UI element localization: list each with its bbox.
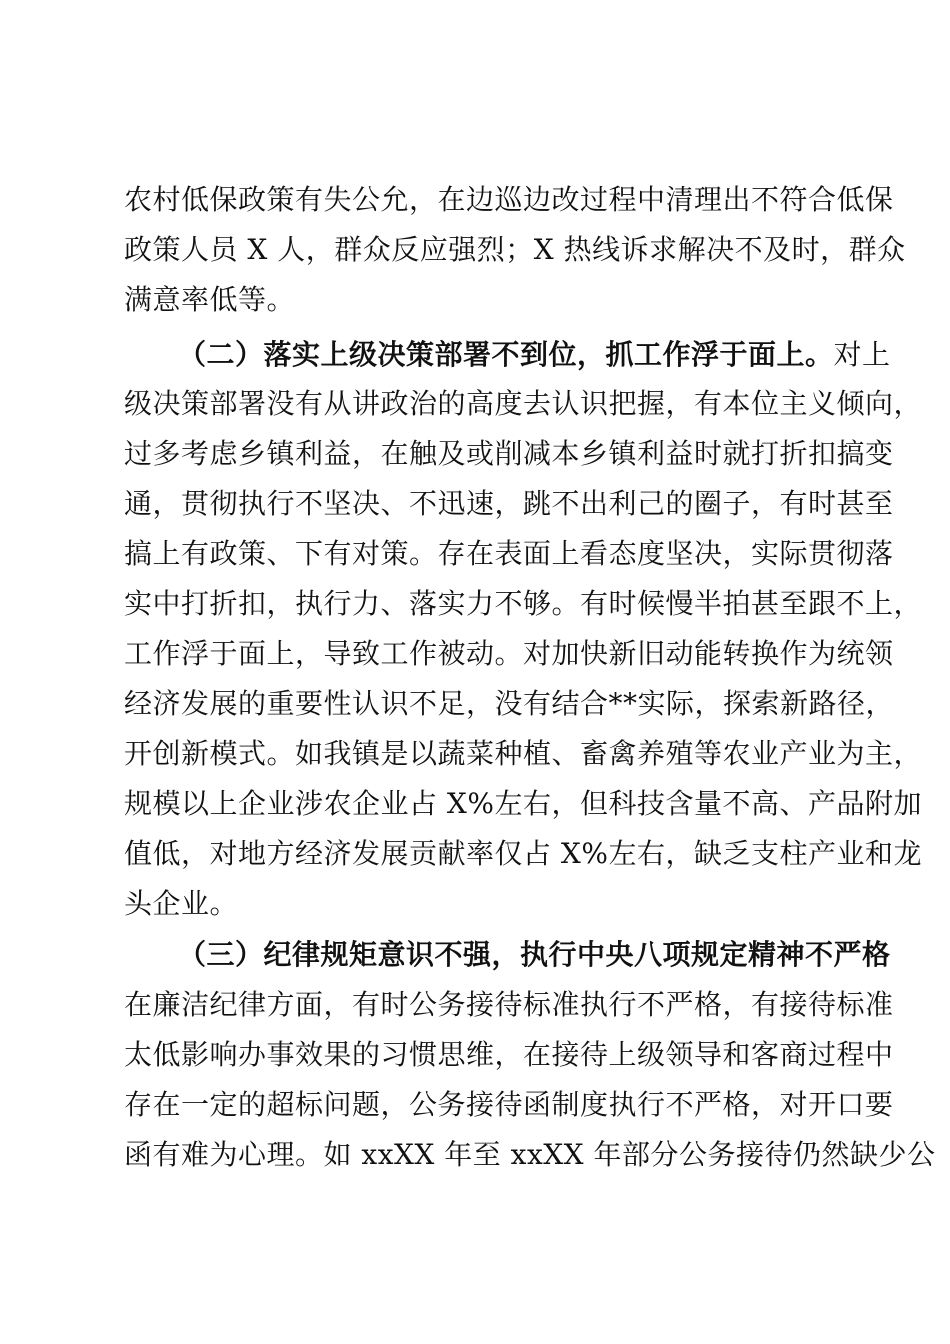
paragraph-2-line-8: 经济发展的重要性认识不足，没有结合**实际，探索新路径，	[124, 687, 895, 720]
paragraph-2-line-3: 过多考虑乡镇利益，在触及或削减本乡镇利益时就打折扣搞变	[124, 437, 894, 470]
section-2-heading-tail: 对上	[833, 338, 891, 371]
paragraph-1-line-2: 政策人员 X 人，群众反应强烈；X 热线诉求解决不及时，群众	[124, 233, 906, 266]
paragraph-3-line-5: 函有难为心理。如 xxXX 年至 xxXX 年部分公务接待仍然缺少公	[124, 1138, 936, 1171]
paragraph-2-line-12: 头企业。	[124, 887, 239, 920]
paragraph-1-line-1: 农村低保政策有失公允，在边巡边改过程中清理出不符合低保	[124, 183, 894, 216]
paragraph-2-line-5: 搞上有政策、下有对策。存在表面上看态度坚决，实际贯彻落	[124, 537, 894, 570]
paragraph-2-line-10: 规模以上企业涉农企业占 X%左右，但科技含量不高、产品附加	[124, 787, 922, 820]
section-3-heading: （三）纪律规矩意识不强，执行中央八项规定精神不严格	[178, 938, 891, 971]
section-2-heading: （二）落实上级决策部署不到位，抓工作浮于面上。	[178, 338, 834, 371]
paragraph-1-line-3: 满意率低等。	[124, 283, 296, 316]
paragraph-2-first-line	[178, 337, 891, 373]
paragraph-2-line-6: 实中打折扣，执行力、落实力不够。有时候慢半拍甚至跟不上，	[124, 587, 923, 620]
paragraph-2-line-9: 开创新模式。如我镇是以蔬菜种植、畜禽养殖等农业产业为主，	[124, 737, 923, 770]
paragraph-2-line-4: 通，贯彻执行不坚决、不迅速，跳不出利己的圈子，有时甚至	[124, 487, 894, 520]
paragraph-2-line-2: 级决策部署没有从讲政治的高度去认识把握，有本位主义倾向，	[124, 387, 923, 420]
paragraph-2-line-11: 值低，对地方经济发展贡献率仅占 X%左右，缺乏支柱产业和龙	[124, 837, 922, 870]
paragraph-2-line-7: 工作浮于面上，导致工作被动。对加快新旧动能转换作为统领	[124, 637, 894, 670]
paragraph-3-line-3: 太低影响办事效果的习惯思维，在接待上级领导和客商过程中	[124, 1038, 894, 1071]
paragraph-3-line-4: 存在一定的超标问题，公务接待函制度执行不严格，对开口要	[124, 1088, 894, 1121]
paragraph-3-line-2: 在廉洁纪律方面，有时公务接待标准执行不严格，有接待标准	[124, 988, 894, 1021]
